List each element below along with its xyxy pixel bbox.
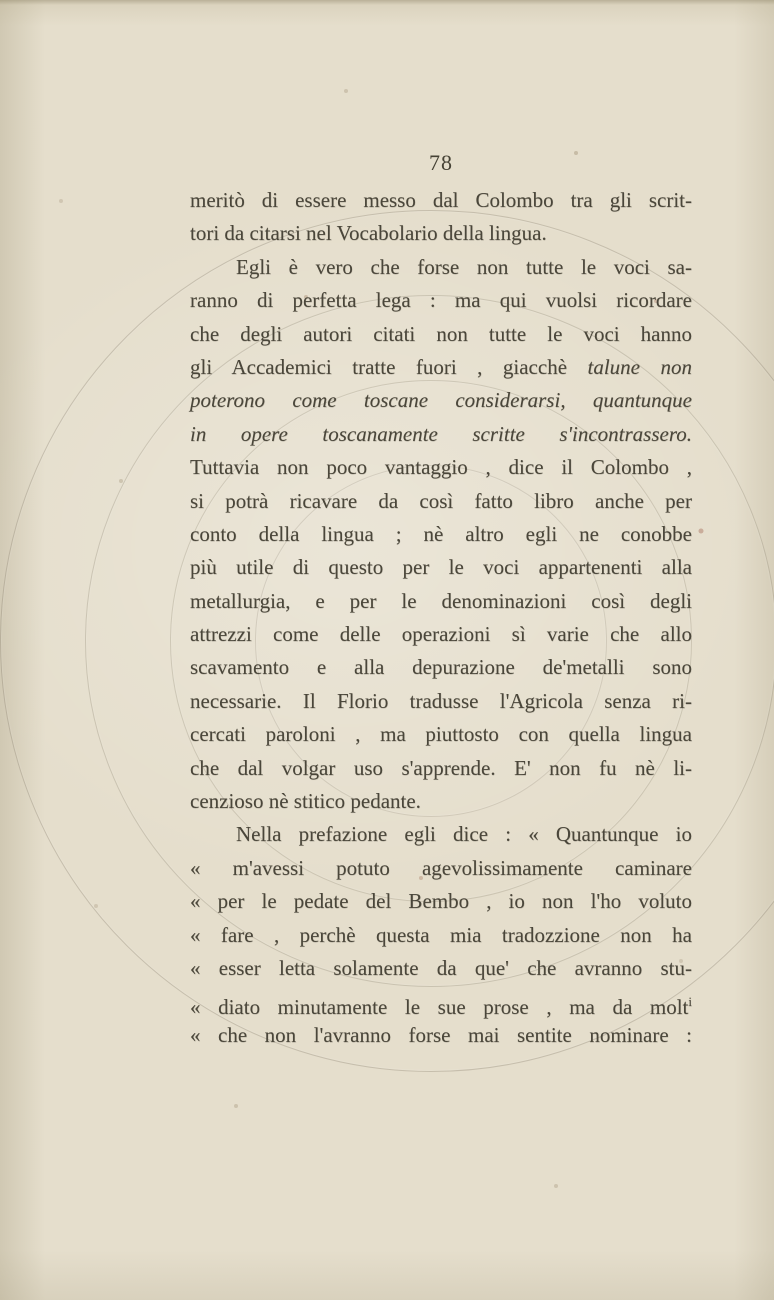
text-line [190,1019,692,1052]
text-segment: i [688,994,692,1010]
text-line [190,685,692,718]
text-line [190,985,692,1018]
text-line [190,217,692,250]
text-segment: metallurgia, e per le denominazioni così degli [190,588,692,613]
text-line [190,551,692,584]
text-segment: ranno di perfetta lega : ma qui vuolsi ricordare [190,288,692,313]
text-line [190,785,692,818]
text-line [190,418,692,451]
text-line [190,184,692,217]
text-line [190,752,692,785]
text-segment: poterono come toscane considerarsi, quantunque [190,388,692,413]
text-segment: talune non [587,354,692,379]
text-line [190,952,692,985]
text-line [190,919,692,952]
text-segment: in opere toscanamente scritte s'incontrassero. [190,421,692,446]
text-line [190,818,692,851]
text-segment: Tuttavia non poco vantaggio , dice il Colombo , [190,455,692,480]
text-segment: cercati paroloni , ma piuttosto con quella lingua [190,722,692,747]
text-line [190,251,692,284]
text-line [190,885,692,918]
text-segment: conto della lingua ; nè altro egli ne conobbe [190,521,692,546]
text-segment: « esser letta solamente da que' che avranno stu- [190,955,692,980]
text-line [190,451,692,484]
text-segment: necessarie. Il Florio tradusse l'Agricola senza ri- [190,688,692,713]
text-line [190,585,692,618]
text-segment: tori da citarsi nel Vocabolario della lingua. [190,221,547,246]
text-line [190,384,692,417]
page-number: 78 [429,150,453,175]
text-line [190,518,692,551]
text-line [190,651,692,684]
text-line [190,485,692,518]
text-line [190,718,692,751]
text-segment: scavamento e alla depurazione de'metalli sono [190,655,692,680]
text-segment: Egli è vero che forse non tutte le voci sa- [236,254,692,279]
text-line [190,284,692,317]
paper-specks [0,0,2,2]
text-segment: gli Accademici tratte fuori , giacchè [190,354,588,379]
text-segment: « m'avessi potuto agevolissimamente caminare [190,855,692,880]
text-segment: Nella prefazione egli dice : « Quantunque io [236,822,692,847]
text-segment: « per le pedate del Bembo , io non l'ho voluto [190,889,692,914]
text-segment: che dal volgar uso s'apprende. E' non fu nè li- [190,755,692,780]
text-block [190,184,692,1052]
text-segment: che degli autori citati non tutte le voci hanno [190,321,692,346]
text-segment: si potrà ricavare da così fatto libro anche per [190,488,692,513]
text-segment: « che non l'avranno forse mai sentite nominare : [190,1022,692,1047]
text-segment: attrezzi come delle operazioni sì varie che allo [190,622,692,647]
text-segment: « diato minutamente le sue prose , ma da molt [190,995,689,1020]
text-segment: « fare , perchè questa mia tradozzione non ha [190,922,692,947]
text-line [190,852,692,885]
text-segment: più utile di questo per le voci appartenenti alla [190,555,692,580]
text-line [190,618,692,651]
text-segment: cenzioso nè stitico pedante. [190,789,421,814]
text-line [190,351,692,384]
text-segment: meritò di essere messo dal Colombo tra gli scrit- [190,188,692,212]
text-line [190,318,692,351]
